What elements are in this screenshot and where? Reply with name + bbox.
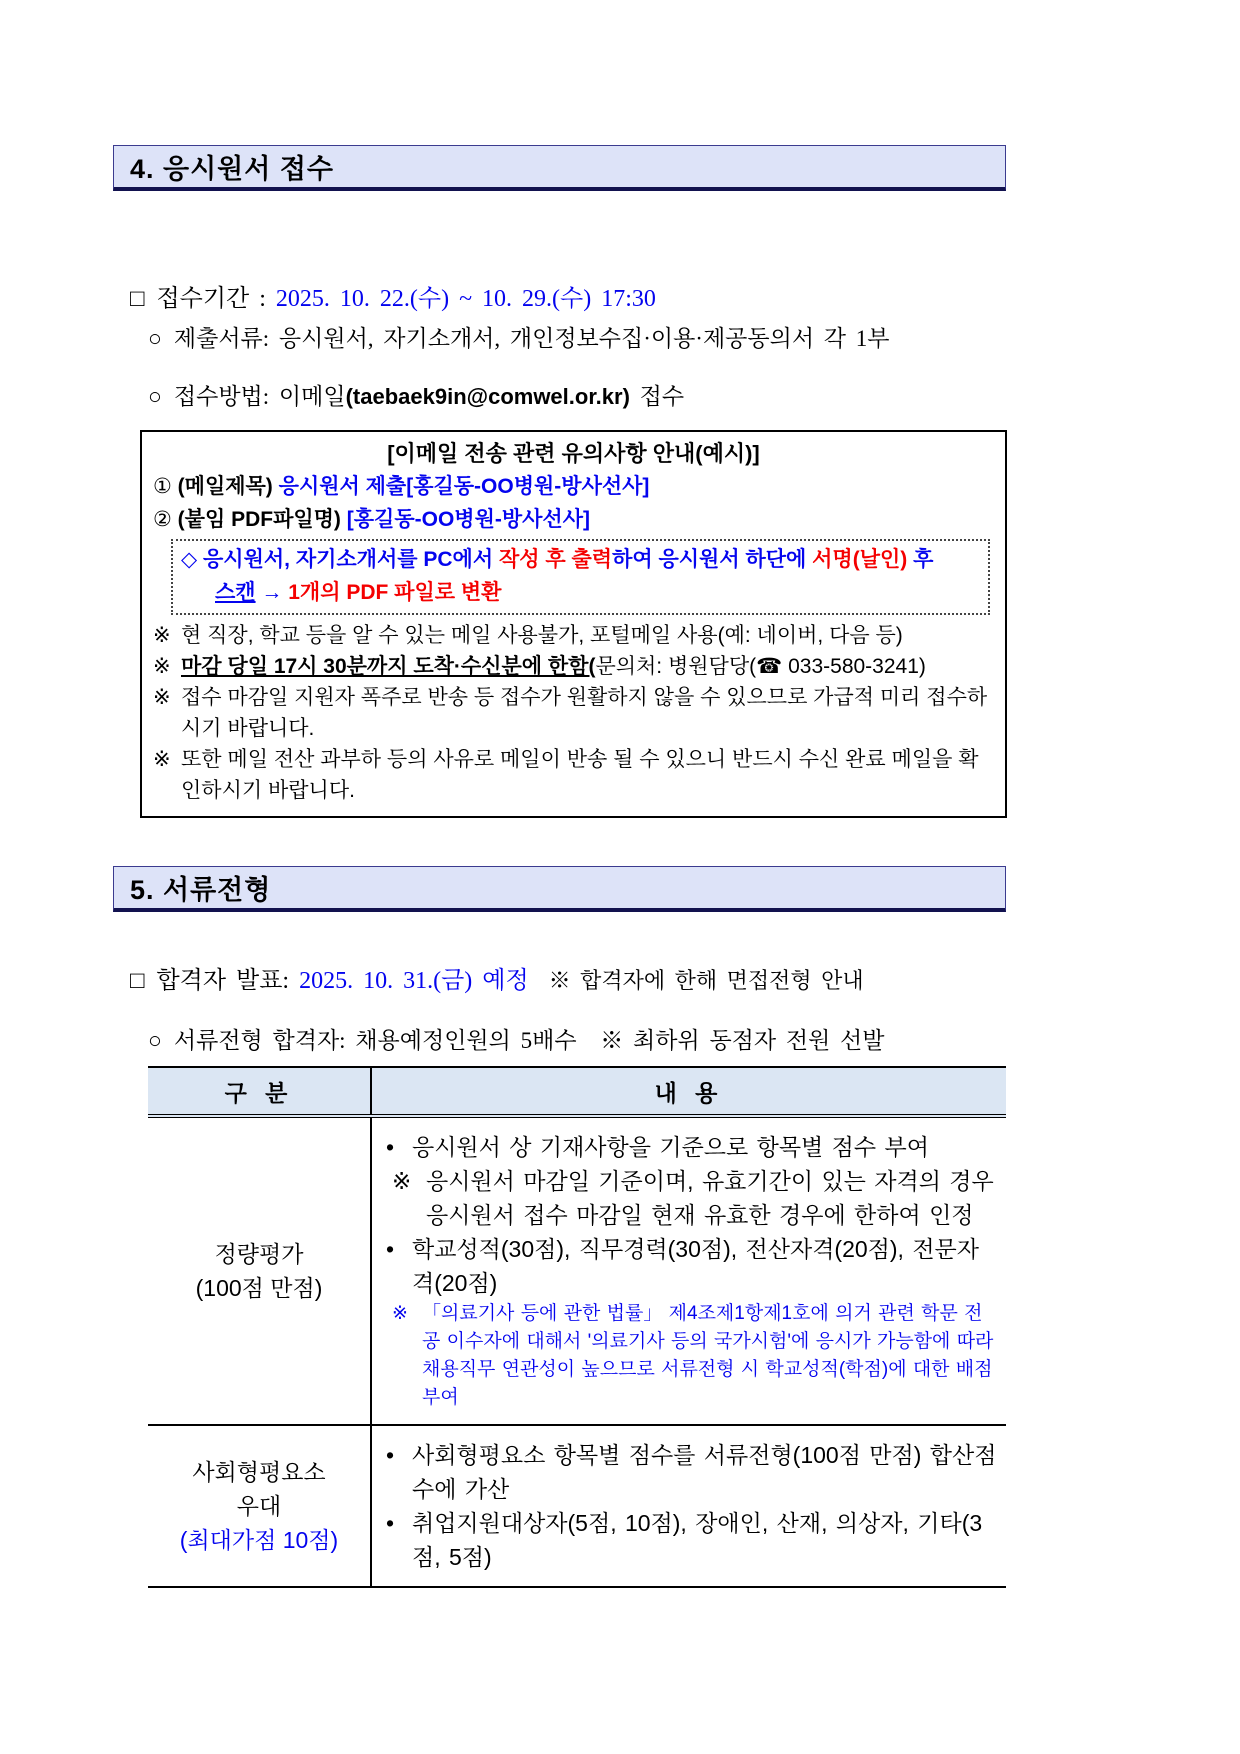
square-bullet-icon: □ — [130, 968, 145, 994]
mail-subject-value: 응시원서 제출[홍길동-OO병원-방사선사] — [278, 475, 650, 498]
table-item-text: 사회형평요소 항목별 점수를 서류전형(100점 만점) 합산점수에 가산 — [412, 1442, 997, 1502]
table-row-social-equity — [148, 1426, 1006, 1586]
reference-mark-icon: ※ — [153, 748, 171, 771]
announcement-label: 합격자 발표: — [156, 968, 290, 994]
notice-item-2 — [153, 503, 994, 536]
contact-text: 문의처: 병원담당(☎ 033-580-3241) — [595, 655, 926, 678]
box-note-1 — [153, 620, 994, 651]
section5-title-band — [113, 866, 1006, 912]
method-label: 접수방법: 이메일 — [173, 384, 346, 409]
scan-run-4: 서명(날인) — [812, 548, 908, 571]
arrow-right-icon: → — [255, 581, 289, 604]
table-row-quantitative — [148, 1118, 1006, 1426]
box-note-4 — [153, 744, 994, 806]
method-line — [148, 378, 684, 411]
content-cell-quantitative — [372, 1118, 1006, 1424]
box-note-4-text: 또한 메일 전산 과부하 등의 사유로 메일이 반송 될 수 있으니 반드시 수신 완료 메일을 확인하시기 바랍니다. — [181, 748, 979, 802]
announcement-line — [130, 960, 864, 995]
pdf-filename-label: (붙임 PDF파일명) — [177, 508, 341, 531]
scan-instruction-line2 — [215, 576, 980, 609]
notice-box-title: [이메일 전송 관련 유의사항 안내(예시)] — [387, 441, 760, 466]
method-suffix: 접수 — [629, 384, 685, 409]
scan-instruction-line1 — [181, 543, 980, 576]
category-cell-social-equity — [148, 1426, 372, 1586]
mail-subject-label: (메일제목) — [177, 475, 273, 498]
table-item — [386, 1438, 1000, 1506]
circle-bullet-icon: ○ — [148, 1028, 162, 1053]
reception-period-value: 2025. 10. 22.(수) ~ 10. 29.(수) 17:30 — [275, 286, 656, 312]
email-notice-box — [140, 430, 1007, 818]
box-note-3 — [153, 682, 994, 744]
circled-2-icon: ② — [153, 508, 172, 531]
table-item — [386, 1506, 1000, 1574]
section4-title-band — [113, 145, 1006, 191]
table-item-text: 학교성적(30점), 직무경력(30점), 전산자격(20점), 전문자격(20점) — [412, 1236, 979, 1296]
documents-text: 제출서류: 응시원서, 자기소개서, 개인정보수집·이용·제공동의서 각 1부 — [173, 326, 890, 351]
screening-table — [148, 1066, 1006, 1588]
scan-instruction-box — [171, 539, 990, 615]
reference-mark-icon: ※ — [153, 686, 171, 709]
reception-period-line — [130, 278, 656, 313]
table-item-text: 취업지원대상자(5점, 10점), 장애인, 산재, 의상자, 기타(3점, 5점) — [412, 1510, 983, 1570]
pass-text: 서류전형 합격자: 채용예정인원의 5배수 — [173, 1028, 577, 1053]
table-header-row — [148, 1068, 1006, 1118]
content-cell-social-equity — [372, 1426, 1006, 1586]
table-header-content: 내 용 — [654, 1079, 724, 1106]
announcement-note: ※ 합격자에 한해 면접전형 안내 — [548, 968, 864, 993]
table-header-category: 구 분 — [148, 1068, 372, 1114]
section5-title: 5. 서류전형 — [130, 875, 272, 905]
scan-line2-run-3: 1개의 PDF 파일로 변환 — [288, 581, 502, 604]
scan-run-5: 후 — [907, 548, 934, 571]
announcement-date: 2025. 10. 31.(금) 예정 — [299, 968, 529, 994]
box-note-2 — [153, 651, 994, 682]
table-item — [386, 1164, 1000, 1232]
category-line: 사회형평요소 — [192, 1459, 326, 1485]
scan-run-1: 응시원서, 자기소개서를 PC에서 — [203, 548, 499, 571]
circle-bullet-icon: ○ — [148, 384, 162, 409]
category-line: 정량평가 — [214, 1241, 304, 1267]
box-note-1-text: 현 직장, 학교 등을 알 수 있는 메일 사용불가, 포털메일 사용(예: 네이버, 다음 등) — [181, 624, 903, 647]
dot-bullet-icon: • — [386, 1442, 395, 1468]
box-note-2-text — [181, 651, 994, 682]
scan-run-3: 하여 응시원서 하단에 — [612, 548, 813, 571]
reference-mark-icon: ※ — [153, 655, 171, 678]
pdf-filename-value: [홍길동-OO병원-방사선사] — [346, 508, 590, 531]
scan-line2-run-1: 스캔 — [215, 581, 256, 604]
category-bonus-note: (최대가점 10점) — [179, 1527, 339, 1553]
table-item — [386, 1232, 1000, 1300]
section4-title: 4. 응시원서 접수 — [130, 154, 335, 184]
reference-mark-icon: ※ — [153, 624, 171, 647]
table-item-text: 「의료기사 등에 관한 법률」 제4조제1항제1호에 의거 관련 학문 전공 이수자에 대해서 '의료기사 등의 국가시험'에 응시가 가능함에 따라 채용직무 연관성이 높으므로 서류전형 시 학교성적(학점)에 대한 배점 부여 — [422, 1303, 994, 1408]
reference-mark-icon: ※ — [392, 1303, 408, 1324]
category-line: 우대 — [236, 1493, 282, 1519]
scan-run-2: 작성 후 출력 — [498, 548, 613, 571]
category-line: (100점 만점) — [195, 1275, 323, 1301]
square-bullet-icon: □ — [130, 286, 145, 312]
category-cell-quantitative — [148, 1118, 372, 1424]
deadline-bold-text: 마감 당일 17시 30분까지 도착·수신분에 한함( — [181, 655, 596, 678]
box-note-3-text: 접수 마감일 지원자 폭주로 반송 등 접수가 원활하지 않을 수 있으므로 가급적 미리 접수하시기 바랍니다. — [181, 686, 988, 740]
table-item — [386, 1130, 1000, 1164]
documents-line — [148, 320, 889, 353]
reception-period-label: 접수기간 : — [156, 286, 266, 312]
pass-note: ※ 최하위 동점자 전원 선발 — [600, 1028, 885, 1053]
notice-item-1 — [153, 470, 994, 503]
method-email: (taebaek9in@comwel.or.kr) — [345, 384, 630, 409]
dot-bullet-icon: • — [386, 1134, 395, 1160]
pass-line — [148, 1022, 884, 1055]
circled-1-icon: ① — [153, 475, 172, 498]
table-item-text: 응시원서 상 기재사항을 기준으로 항목별 점수 부여 — [412, 1134, 929, 1160]
table-item-legal-note — [386, 1300, 1000, 1412]
dot-bullet-icon: • — [386, 1236, 395, 1262]
circle-bullet-icon: ○ — [148, 326, 162, 351]
reference-mark-icon: ※ — [392, 1168, 412, 1194]
table-item-text: 응시원서 마감일 기준이며, 유효기간이 있는 자격의 경우 응시원서 접수 마감일 현재 유효한 경우에 한하여 인정 — [426, 1168, 994, 1228]
diamond-bullet-icon: ◇ — [181, 548, 198, 571]
dot-bullet-icon: • — [386, 1510, 395, 1536]
